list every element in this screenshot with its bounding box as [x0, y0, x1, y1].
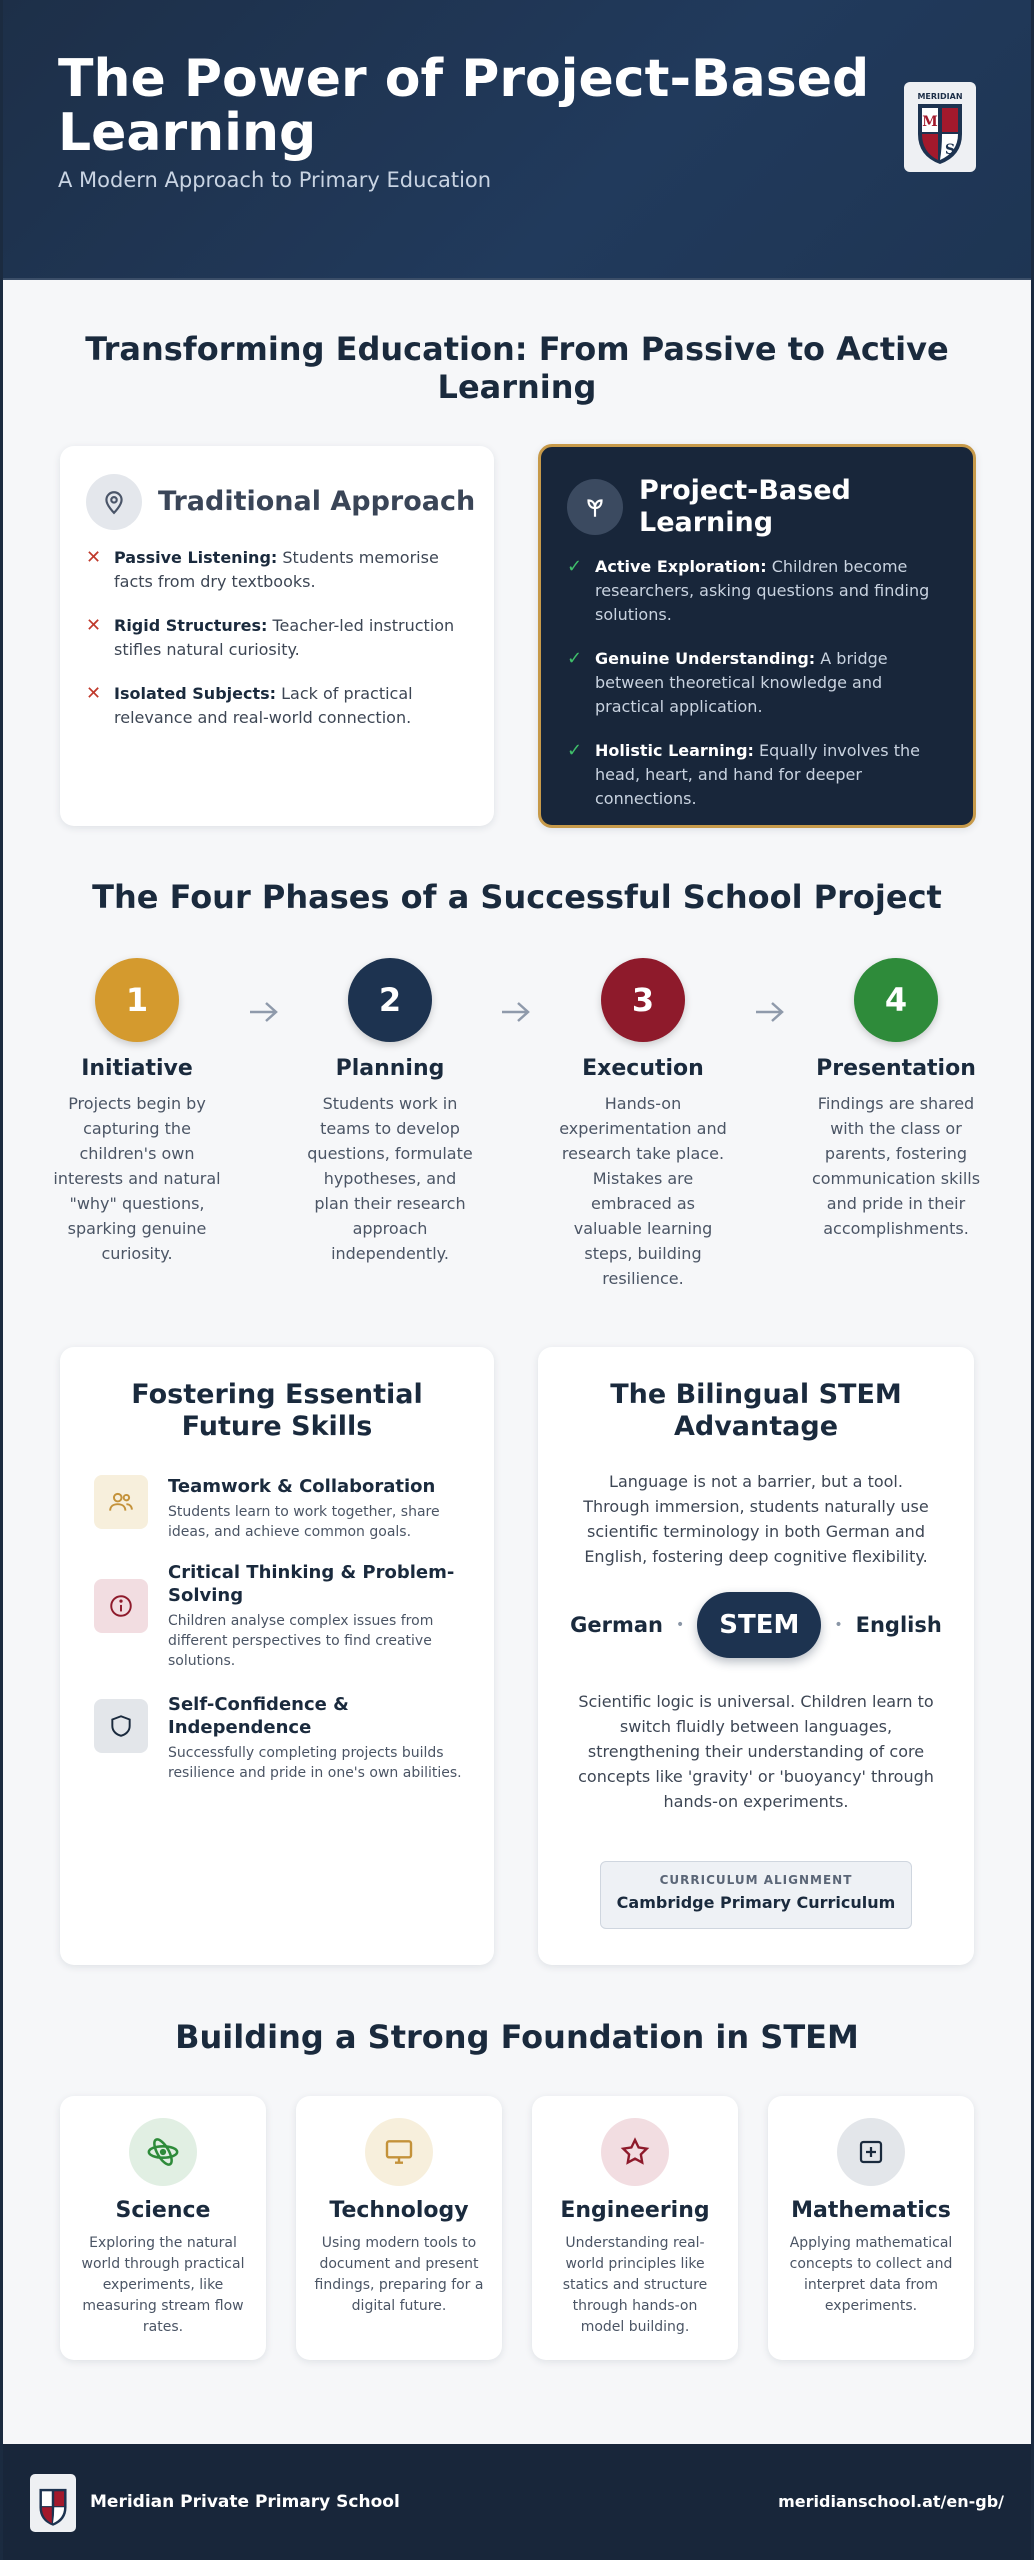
stem-body: Scientific logic is universal. Children learn to switch fluidly between languages, strengthening their understanding of core concepts like 'gravity' or 'buoyancy' through hands-on experiments.	[578, 1692, 934, 1811]
crest-letter-s: S	[944, 142, 956, 158]
cross-icon: ✕	[86, 615, 102, 636]
page-subtitle: A Modern Approach to Primary Education	[58, 168, 492, 192]
traditional-title: Traditional Approach	[158, 486, 476, 517]
mathematics-card	[768, 2096, 974, 2360]
arrow-right-icon	[500, 1000, 532, 1024]
stem-language-row	[538, 1592, 974, 1658]
traditional-card	[60, 446, 494, 826]
skill-item	[94, 1561, 464, 1671]
cross-icon: ✕	[86, 683, 102, 704]
page-title: The Power of Project-Based Learning	[58, 49, 870, 163]
foundation-name: Engineering	[560, 2198, 710, 2223]
curriculum-alignment	[600, 1861, 912, 1929]
plus-square-icon	[837, 2118, 905, 2186]
arrow-right-icon	[248, 1000, 280, 1024]
sprout-icon	[567, 479, 623, 535]
phase-number: 3	[601, 958, 685, 1042]
map-pin-icon	[86, 474, 142, 530]
list-item: ✕ Isolated Subjects: Lack of practical relevance and real-world connection.	[86, 682, 470, 730]
skill-description: Students learn to work together, share ideas, and achieve common goals.	[168, 1504, 440, 1540]
alignment-value: Cambridge Primary Curriculum	[616, 1893, 896, 1912]
phase-description: Findings are shared with the class or parents, fostering communication skills and pride in their accomplishments.	[811, 1094, 981, 1238]
crest-icon	[35, 2479, 71, 2527]
foundation-description: Exploring the natural world through practical experiments, like measuring stream flow rates.	[81, 2235, 245, 2335]
traditional-list	[86, 546, 470, 750]
star-icon	[601, 2118, 669, 2186]
skill-item	[94, 1475, 464, 1542]
cross-icon: ✕	[86, 547, 102, 568]
phase-execution	[558, 958, 728, 1291]
alignment-label: CURRICULUM ALIGNMENT	[659, 1873, 853, 1887]
phase-number: 1	[95, 958, 179, 1042]
info-icon	[94, 1579, 148, 1633]
dot-icon: •	[676, 1617, 685, 1633]
list-item: ✕ Passive Listening: Students memorise facts from dry textbooks.	[86, 546, 470, 594]
phase-planning	[305, 958, 475, 1266]
foundation-name: Science	[115, 2198, 211, 2223]
foundation-name: Technology	[329, 2198, 469, 2223]
skill-name: Teamwork & Collaboration	[168, 1476, 436, 1497]
crest-wordmark: MERIDIAN	[917, 92, 963, 101]
footer	[0, 2444, 1034, 2560]
engineering-card	[532, 2096, 738, 2360]
header	[0, 0, 1034, 280]
list-item: ✓ Holistic Learning: Equally involves the head, heart, and hand for deeper connections.	[567, 739, 949, 811]
arrow-right-icon	[754, 1000, 786, 1024]
check-icon: ✓	[567, 740, 583, 761]
foundation-title: Building a Strong Foundation in STEM	[175, 2018, 859, 2056]
skill-name: Self-Confidence & Independence	[168, 1694, 349, 1738]
pbl-card	[538, 444, 976, 828]
comparison-title: Transforming Education: From Passive to Active Learning	[85, 330, 949, 406]
skill-description: Children analyse complex issues from different perspectives to find creative solutions.	[168, 1613, 434, 1669]
phase-description: Hands-on experimentation and research take place. Mistakes are embraced as valuable learning steps, building resilience.	[559, 1094, 727, 1288]
technology-card	[296, 2096, 502, 2360]
foundation-description: Understanding real-world principles like statics and structure through hands-on model building.	[562, 2235, 708, 2335]
stem-title: The Bilingual STEM Advantage	[610, 1379, 902, 1442]
phase-initiative	[52, 958, 222, 1266]
dot-icon: •	[834, 1617, 843, 1633]
phase-presentation	[811, 958, 981, 1241]
foundation-description: Using modern tools to document and present findings, preparing for a digital future.	[314, 2235, 484, 2314]
monitor-icon	[365, 2118, 433, 2186]
list-item: ✕ Rigid Structures: Teacher-led instruction stifles natural curiosity.	[86, 614, 470, 662]
phase-name: Presentation	[816, 1056, 976, 1081]
phase-name: Planning	[335, 1056, 445, 1081]
users-icon	[94, 1475, 148, 1529]
footer-url-link[interactable]: meridianschool.at/en-gb/	[778, 2492, 1004, 2511]
crest-icon	[912, 88, 968, 166]
footer-crest	[30, 2474, 76, 2532]
phases-title: The Four Phases of a Successful School Project	[92, 878, 942, 916]
skills-title: Fostering Essential Future Skills	[131, 1379, 423, 1442]
phase-name: Initiative	[81, 1056, 193, 1081]
list-item: ✓ Genuine Understanding: A bridge between theoretical knowledge and practical application.	[567, 647, 949, 719]
crest-letter-m: M	[922, 114, 938, 130]
shield-icon	[94, 1699, 148, 1753]
german-label: German	[570, 1613, 663, 1637]
phase-number: 2	[348, 958, 432, 1042]
skill-description: Successfully completing projects builds resilience and pride in one's own abilities.	[168, 1745, 462, 1781]
check-icon: ✓	[567, 648, 583, 669]
foundation-name: Mathematics	[791, 2198, 951, 2223]
list-item: ✓ Active Exploration: Children become researchers, asking questions and finding solutions.	[567, 555, 949, 627]
english-label: English	[855, 1613, 942, 1637]
skills-card	[60, 1347, 494, 1965]
phase-number: 4	[854, 958, 938, 1042]
pbl-list	[567, 555, 949, 831]
skill-name: Critical Thinking & Problem-Solving	[168, 1562, 455, 1606]
stem-card	[538, 1347, 974, 1965]
stem-badge: STEM	[697, 1592, 821, 1658]
check-icon: ✓	[567, 556, 583, 577]
foundation-description: Applying mathematical concepts to collect and interpret data from experiments.	[789, 2235, 953, 2314]
footer-school-name: Meridian Private Primary School	[90, 2492, 400, 2512]
science-card	[60, 2096, 266, 2360]
stem-intro: Language is not a barrier, but a tool. Through immersion, students naturally use scientific terminology in both German and English, fostering deep cognitive flexibility.	[583, 1472, 929, 1566]
school-crest	[904, 82, 976, 172]
phase-description: Students work in teams to develop questions, formulate hypotheses, and plan their research approach independently.	[307, 1094, 473, 1263]
atom-icon	[129, 2118, 197, 2186]
pbl-title: Project-Based Learning	[639, 475, 851, 538]
phase-name: Execution	[582, 1056, 704, 1081]
phase-description: Projects begin by capturing the children's own interests and natural "why" questions, sparking genuine curiosity.	[53, 1094, 221, 1263]
skill-item	[94, 1693, 464, 1783]
